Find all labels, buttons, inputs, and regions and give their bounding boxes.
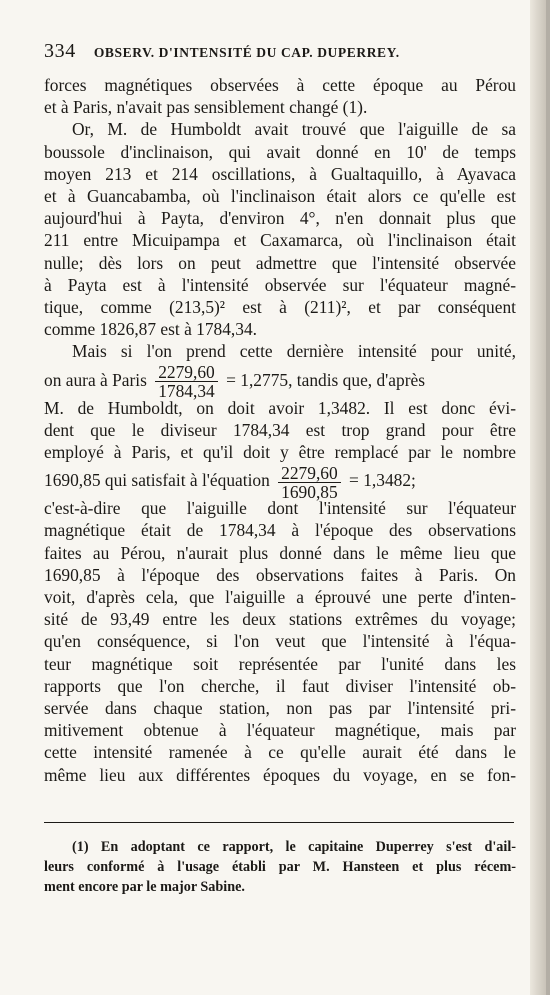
footnote-line: leurs conformé à l'usage établi par M. Hansteen et plus récem-	[44, 858, 516, 875]
text-line: servée dans chaque station, non pas par l'intensité pri-	[44, 698, 516, 719]
footnote-line: (1) En adoptant ce rapport, le capitaine Duperrey s'est d'ail-	[72, 838, 516, 855]
text-line: teur magnétique soit représentée par l'unité dans les	[44, 653, 516, 674]
text-line: employé à Paris, et qu'il doit y être remplacé par le nombre	[44, 442, 516, 463]
text-line: voit, d'après cela, que l'aiguille a éprouvé une perte d'inten-	[44, 587, 516, 608]
text-line: comme 1826,87 est à 1784,34.	[44, 319, 258, 340]
equation-trail-text: = 1,3482;	[349, 470, 416, 491]
fraction-denominator: 1690,85	[281, 481, 338, 502]
text-line: mitivement obtenue à l'équateur magnétique, mais par	[44, 720, 516, 741]
text-line: qu'en conséquence, si l'on veut que l'intensité à l'équa-	[44, 631, 516, 652]
equation-lead-text: 1690,85 qui satisfait à l'équation	[44, 470, 270, 491]
text-line: sité de 93,49 entre les deux stations extrêmes du voyage;	[44, 609, 516, 630]
text-line: dent que le diviseur 1784,34 est trop grand pour être	[44, 419, 516, 440]
text-line: même lieu aux différentes époques du voyage, en se fon-	[44, 764, 516, 785]
text-line: 1690,85 à l'époque des observations faites à Paris. On	[44, 564, 516, 585]
text-line: tique, comme (213,5)² est à (211)², et par conséquent	[44, 297, 516, 318]
equation-line	[44, 462, 516, 502]
text-line: et à Guancabamba, où l'inclinaison était alors ce qu'elle est	[44, 186, 516, 207]
text-line: faites au Pérou, n'aurait plus donné dans le même lieu que	[44, 542, 516, 563]
text-line: c'est-à-dire que l'aiguille dont l'intensité sur l'équateur	[44, 498, 516, 519]
page-number: 334	[44, 40, 76, 62]
text-line: boussole d'inclinaison, qui avait donné en 10' de temps	[44, 141, 516, 162]
text-line: Mais si l'on prend cette dernière intensité pour unité,	[72, 341, 516, 362]
equation-lead-text: on aura à Paris	[44, 369, 147, 390]
text-line: à Payta est à l'intensité observée sur l'équateur magné-	[44, 274, 516, 295]
text-line: 211 entre Micuipampa et Caxamarca, où l'inclinaison était	[44, 230, 516, 251]
text-line: cette intensité ramenée à ce qu'elle aurait été dans le	[44, 742, 516, 763]
footnote-line: ment encore par le major Sabine.	[44, 878, 245, 895]
body-text	[44, 74, 516, 786]
text-line: nulle; dès lors on peut admettre que l'intensité observée	[44, 252, 516, 273]
text-line: rapports que l'on cherche, il faut diviser l'intensité ob-	[44, 675, 516, 696]
fraction-numerator: 2279,60	[155, 363, 218, 382]
footnote	[44, 837, 516, 897]
page-gutter-shadow	[530, 0, 546, 995]
footnote-divider	[44, 822, 514, 823]
text-line: magnétique était de 1784,34 à l'époque des observations	[44, 520, 516, 541]
text-line: M. de Humboldt, on doit avoir 1,3482. Il est donc évi-	[44, 397, 516, 418]
fraction	[278, 464, 341, 501]
fraction-denominator: 1784,34	[158, 381, 215, 402]
fraction-numerator: 2279,60	[278, 464, 341, 483]
running-header	[44, 40, 516, 74]
equation-trail-text: = 1,2775, tandis que, d'après	[226, 369, 425, 390]
page-content	[44, 40, 516, 897]
text-line: et à Paris, n'avait pas sensiblement changé (1).	[44, 97, 368, 118]
text-line: aujourd'hui à Payta, d'environ 4°, n'en donnait plus que	[44, 208, 516, 229]
fraction	[155, 363, 218, 400]
running-head-title: OBSERV. D'INTENSITÉ DU CAP. DUPERREY.	[93, 45, 400, 60]
equation-line	[44, 362, 516, 402]
text-line: forces magnétiques observées à cette époque au Pérou	[44, 75, 516, 95]
text-line: moyen 213 et 214 oscillations, à Gualtaquillo, à Ayavaca	[44, 163, 516, 184]
text-line: Or, M. de Humboldt avait trouvé que l'aiguille de sa	[72, 119, 516, 140]
